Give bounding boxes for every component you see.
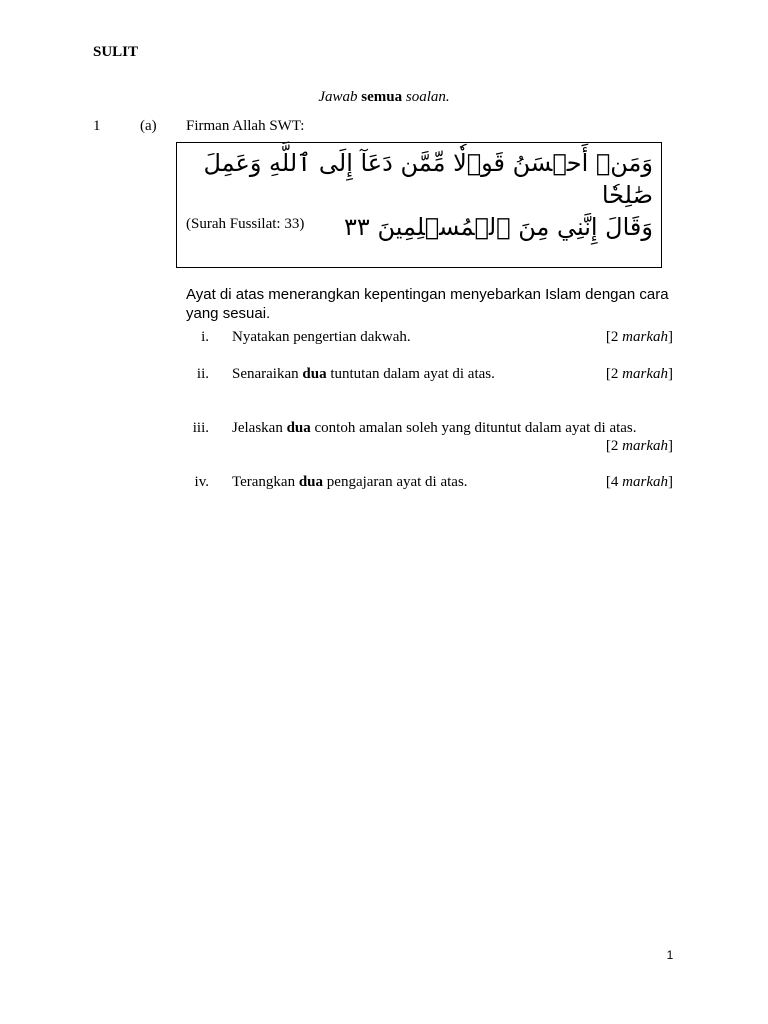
mark-word: markah bbox=[622, 329, 668, 345]
item-mark bbox=[606, 473, 673, 491]
mark-num: [2 bbox=[605, 438, 619, 454]
item-mark bbox=[606, 437, 673, 455]
item-text-bold: dua bbox=[302, 366, 327, 382]
mark-end: ] bbox=[668, 474, 673, 490]
item-text bbox=[232, 328, 411, 346]
mark-num: [4 bbox=[605, 474, 619, 490]
item-text-pre: Senaraikan bbox=[232, 366, 299, 382]
mark-end: ] bbox=[668, 438, 673, 454]
item-mark bbox=[606, 365, 673, 383]
mark-end: ] bbox=[668, 366, 673, 382]
mark-num: [2 bbox=[605, 366, 619, 382]
question-part: (a) bbox=[140, 118, 157, 134]
item-mark bbox=[606, 328, 673, 346]
page-number: 1 bbox=[666, 948, 674, 962]
item-text-post: contoh amalan soleh yang dituntut dalam ayat di atas. bbox=[314, 420, 637, 436]
instruction-line bbox=[0, 88, 768, 106]
item-text-pre: Terangkan bbox=[232, 474, 296, 490]
item-numeral: i. bbox=[201, 329, 209, 345]
verse-reference: (Surah Fussilat: 33) bbox=[186, 216, 305, 232]
item-numeral: iv. bbox=[194, 474, 209, 490]
mark-end: ] bbox=[668, 329, 673, 345]
item-text bbox=[232, 365, 495, 383]
question-intro: Firman Allah SWT: bbox=[186, 118, 305, 134]
item-text-pre: Nyatakan pengertian dakwah. bbox=[232, 329, 411, 345]
question-description: Ayat di atas menerangkan kepentingan menyebarkan Islam dengan cara yang sesuai. bbox=[186, 286, 669, 322]
item-text-bold: dua bbox=[286, 420, 311, 436]
verse-box bbox=[176, 142, 662, 268]
instruction-pre: Jawab bbox=[318, 89, 358, 105]
verse-line-2: وَقَالَ إِنَّنِي مِنَ ٱلۡمُسۡلِمِينَ ٣٣ bbox=[344, 213, 653, 241]
mark-word: markah bbox=[622, 366, 668, 382]
item-text-bold: dua bbox=[298, 474, 324, 490]
verse-line-1: وَمَنۡ أَحۡسَنُ قَوۡلٗا مِّمَّن دَعَآ إِلَى ٱللَّهِ وَعَمِلَ صَٰلِحٗا bbox=[203, 149, 653, 209]
item-text-post: tuntutan dalam ayat di atas. bbox=[330, 366, 495, 382]
instruction-post: soalan. bbox=[405, 89, 450, 105]
mark-word: markah bbox=[622, 474, 668, 490]
mark-word: markah bbox=[622, 438, 668, 454]
item-numeral: ii. bbox=[196, 366, 209, 382]
instruction-bold: semua bbox=[361, 89, 403, 105]
question-number: 1 bbox=[93, 118, 101, 134]
item-numeral: iii. bbox=[192, 420, 209, 436]
item-text bbox=[232, 473, 468, 491]
item-text bbox=[232, 419, 637, 437]
mark-num: [2 bbox=[605, 329, 619, 345]
header-label: SULIT bbox=[93, 44, 139, 60]
item-text-pre: Jelaskan bbox=[232, 420, 283, 436]
item-text-post: pengajaran ayat di atas. bbox=[326, 474, 468, 490]
